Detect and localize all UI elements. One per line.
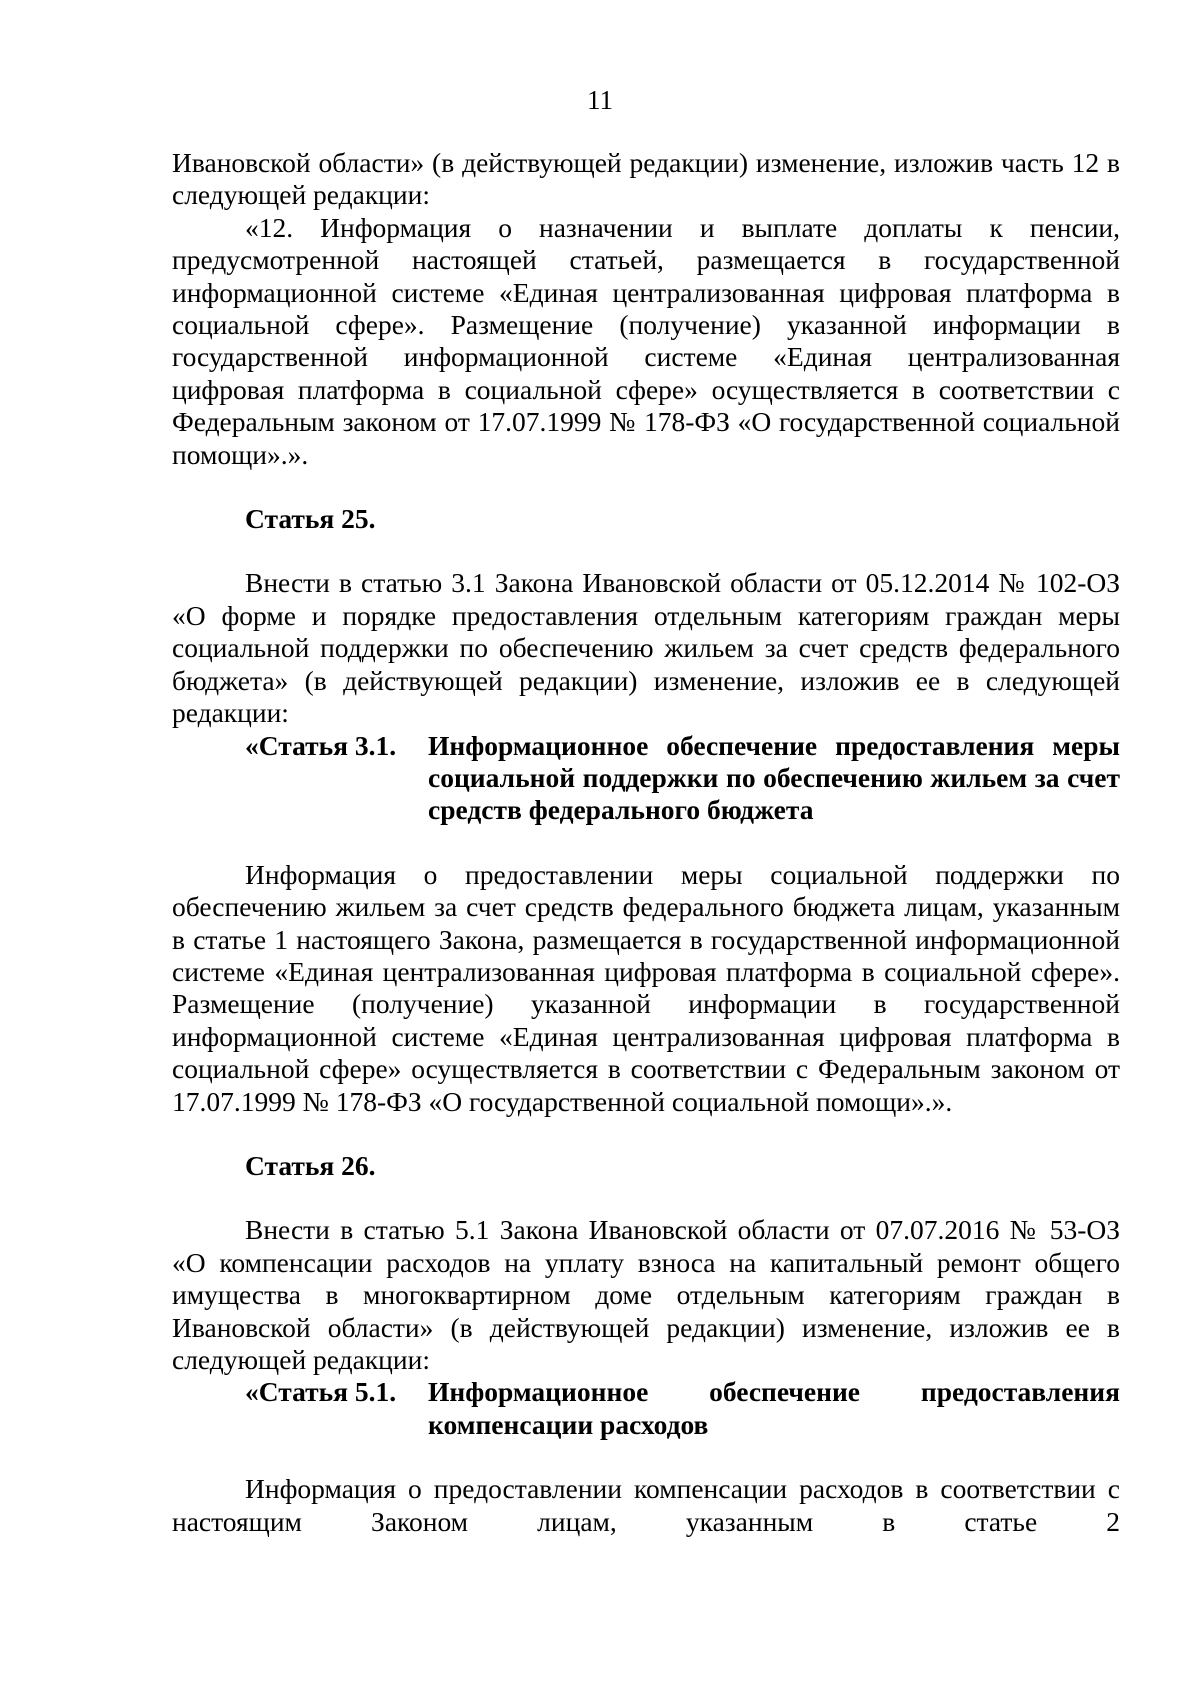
intro-paragraph-continuation: Ивановской области» (в действующей редакции) изменение, изложив часть 12 в следующей редакции:: [172, 147, 1120, 211]
intro-amendment-text: «12. Информация о назначении и выплате доплаты к пенсии, предусмотренной настоящей статьей, размещается в государственной информационной системе «Единая централизованная цифровая платформа в социальной сфере». Размещение (получение) указанной информации в государственной информационной системе «Единая централизованная цифровая платформа в социальной сфере» осуществляется в соответствии с Федеральным законом от 17.07.1999 № 178-ФЗ «О государственной социальной помощи».».: [172, 211, 1120, 470]
article-25-amendment-heading: [172, 730, 1120, 827]
article-25-paragraph: Внести в статью 3.1 Закона Ивановской области от 05.12.2014 № 102-ОЗ «О форме и порядке предоставления отдельным категориям граждан меры социальной поддержки по обеспечению жильем за счет средств федерального бюджета» (в действующей редакции) изменение, изложив ее в следующей редакции:: [172, 567, 1120, 729]
article-25-amendment-number: «Статья 3.1.: [245, 729, 397, 761]
page-number: 11: [587, 85, 613, 115]
article-25-amendment-title: Информационное обеспечение предоставления меры социальной поддержки по обеспечению жильем за счет средств федерального бюджета: [428, 729, 1120, 826]
article-26-amendment-heading: [172, 1376, 1120, 1441]
article-26-heading: Статья 26.: [245, 1149, 376, 1181]
article-26-paragraph: Внести в статью 5.1 Закона Ивановской области от 07.07.2016 № 53-ОЗ «О компенсации расходов на уплату взноса на капитальный ремонт общего имущества в многоквартирном доме отдельным категориям граждан в Ивановской области» (в действующей редакции) изменение, изложив ее в следующей редакции:: [172, 1214, 1120, 1375]
article-25-amendment-text: Информация о предоставлении меры социальной поддержки по обеспечению жильем за счет средств федерального бюджета лицам, указанным в статье 1 настоящего Закона, размещается в государственной информационной системе «Единая централизованная цифровая платформа в социальной сфере». Размещение (получение) указанной информации в государственной информационной системе «Единая централизованная цифровая платформа в социальной сфере» осуществляется в соответствии с Федеральным законом от 17.07.1999 № 178-ФЗ «О государственной социальной помощи».».: [172, 858, 1120, 1117]
article-25-heading: Статья 25.: [245, 503, 376, 535]
document-body: [172, 147, 1120, 1538]
article-26-amendment-number: «Статья 5.1.: [245, 1376, 397, 1408]
article-26-amendment-text: Информация о предоставлении компенсации расходов в соответствии с настоящим Законом лицам, указанным в статье 2: [172, 1473, 1120, 1537]
article-26-amendment-title: Информационное обеспечение предоставления компенсации расходов: [428, 1376, 1120, 1440]
